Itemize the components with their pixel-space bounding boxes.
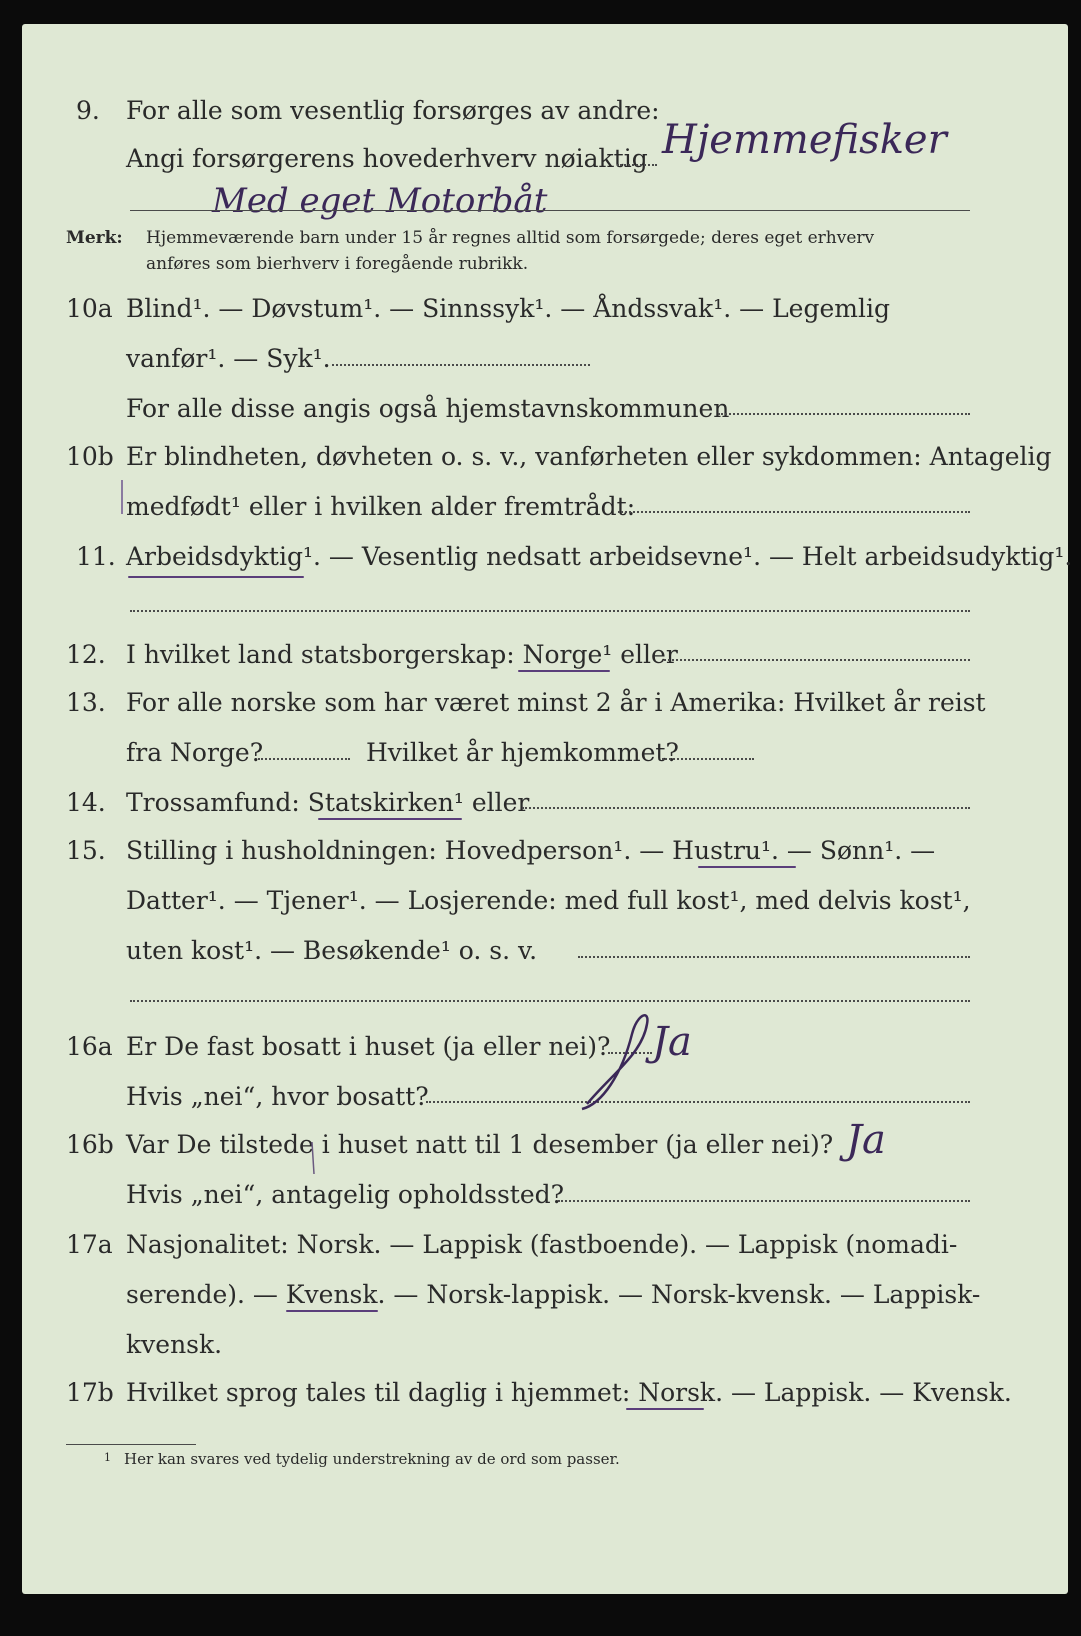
q10a-number: 10a — [66, 294, 113, 323]
q14-text-line1: Trossamfund: Statskirken¹ eller — [126, 788, 530, 817]
q15-text-line3: uten kost¹. — Besøkende¹ o. s. v. — [126, 936, 538, 965]
q9-handwritten-answer2: Med eget Motorbåt — [212, 181, 548, 221]
q16a-text-line2: Hvis „nei“, hvor bosatt? — [126, 1082, 429, 1111]
q9-text-line2: Angi forsørgerens hovederhverv nøiaktig — [126, 144, 648, 173]
q13-text-line2b: Hvilket år hjemkommet? — [366, 738, 679, 767]
q17a-number: 17a — [66, 1230, 113, 1259]
q17a-text-line3: kvensk. — [126, 1330, 223, 1359]
q17a-text-line1: Nasjonalitet: Norsk. — Lappisk (fastboende). — Lappisk (nomadi- — [126, 1230, 958, 1259]
q13-number: 13. — [66, 688, 106, 717]
q16a-pen-stroke — [582, 1015, 647, 1109]
q11-text-line1: Arbeidsdyktig¹. — Vesentlig nedsatt arbeidsevne¹. — Helt arbeidsudyktig¹. — [126, 542, 1073, 571]
q10b-text-line1: Er blindheten, døvheten o. s. v., vanførheten eller sykdommen: Antagelig — [126, 442, 1052, 471]
q16b-tick-stroke — [312, 1142, 314, 1174]
footnote-text: Her kan svares ved tydelig understrekning av de ord som passer. — [124, 1450, 620, 1468]
q15-text-line2: Datter¹. — Tjener¹. — Losjerende: med full kost¹, med delvis kost¹, — [126, 886, 971, 915]
census-form-page — [22, 24, 1073, 1594]
q10b-number: 10b — [66, 442, 114, 471]
q17b-text-line1: Hvilket sprog tales til daglig i hjemmet: Norsk. — Lappisk. — Kvensk. — [126, 1378, 1012, 1407]
q15-text-line1: Stilling i husholdningen: Hovedperson¹. — Hustru¹. — Sønn¹. — — [126, 836, 936, 865]
q16a-handwritten-answer: Ja — [652, 1019, 692, 1065]
q17b-number: 17b — [66, 1378, 114, 1407]
footnote-mark: 1 — [104, 1451, 111, 1464]
q13-text-line1: For alle norske som har været minst 2 år i Amerika: Hvilket år reist — [126, 688, 986, 717]
q14-number: 14. — [66, 788, 106, 817]
q16b-text-line2: Hvis „nei“, antagelig opholdssted? — [126, 1180, 565, 1209]
q10a-text-line1: Blind¹. — Døvstum¹. — Sinnssyk¹. — Åndssvak¹. — Legemlig — [126, 294, 890, 323]
q17a-text-line2: serende). — Kvensk. — Norsk-lappisk. — Norsk-kvensk. — Lappisk- — [126, 1280, 981, 1309]
q11-number: 11. — [76, 542, 116, 571]
q12-text-line1: I hvilket land statsborgerskap: Norge¹ eller — [126, 640, 678, 669]
q15-number: 15. — [66, 836, 106, 865]
q16b-number: 16b — [66, 1130, 114, 1159]
q16a-text-line1: Er De fast bosatt i huset (ja eller nei)? — [126, 1032, 611, 1061]
q9-number: 9. — [76, 96, 100, 125]
q16a-number: 16a — [66, 1032, 113, 1061]
q9-handwritten-answer1: Hjemmefisker — [662, 117, 947, 163]
merk-label: Merk: — [66, 228, 123, 248]
merk-text-line1: Hjemmeværende barn under 15 år regnes alltid som forsørgede; deres eget erhverv — [146, 228, 875, 248]
pen-strokes — [22, 24, 1068, 1594]
merk-text-line2: anføres som bierhverv i foregående rubrikk. — [146, 254, 529, 274]
q12-number: 12. — [66, 640, 106, 669]
q16b-handwritten-answer: Ja — [846, 1117, 886, 1163]
q10a-text-line2: vanfør¹. — Syk¹. — [126, 344, 331, 373]
q16b-text-line1: Var De tilstede i huset natt til 1 desember (ja eller nei)? — [126, 1130, 834, 1159]
q10b-text-line2: medfødt¹ eller i hvilken alder fremtrådt: — [126, 492, 636, 521]
q9-text-line1: For alle som vesentlig forsørges av andre: — [126, 96, 660, 125]
q13-text-line2a: fra Norge? — [126, 738, 264, 767]
q10a-text-line3: For alle disse angis også hjemstavnskommunen — [126, 394, 730, 423]
